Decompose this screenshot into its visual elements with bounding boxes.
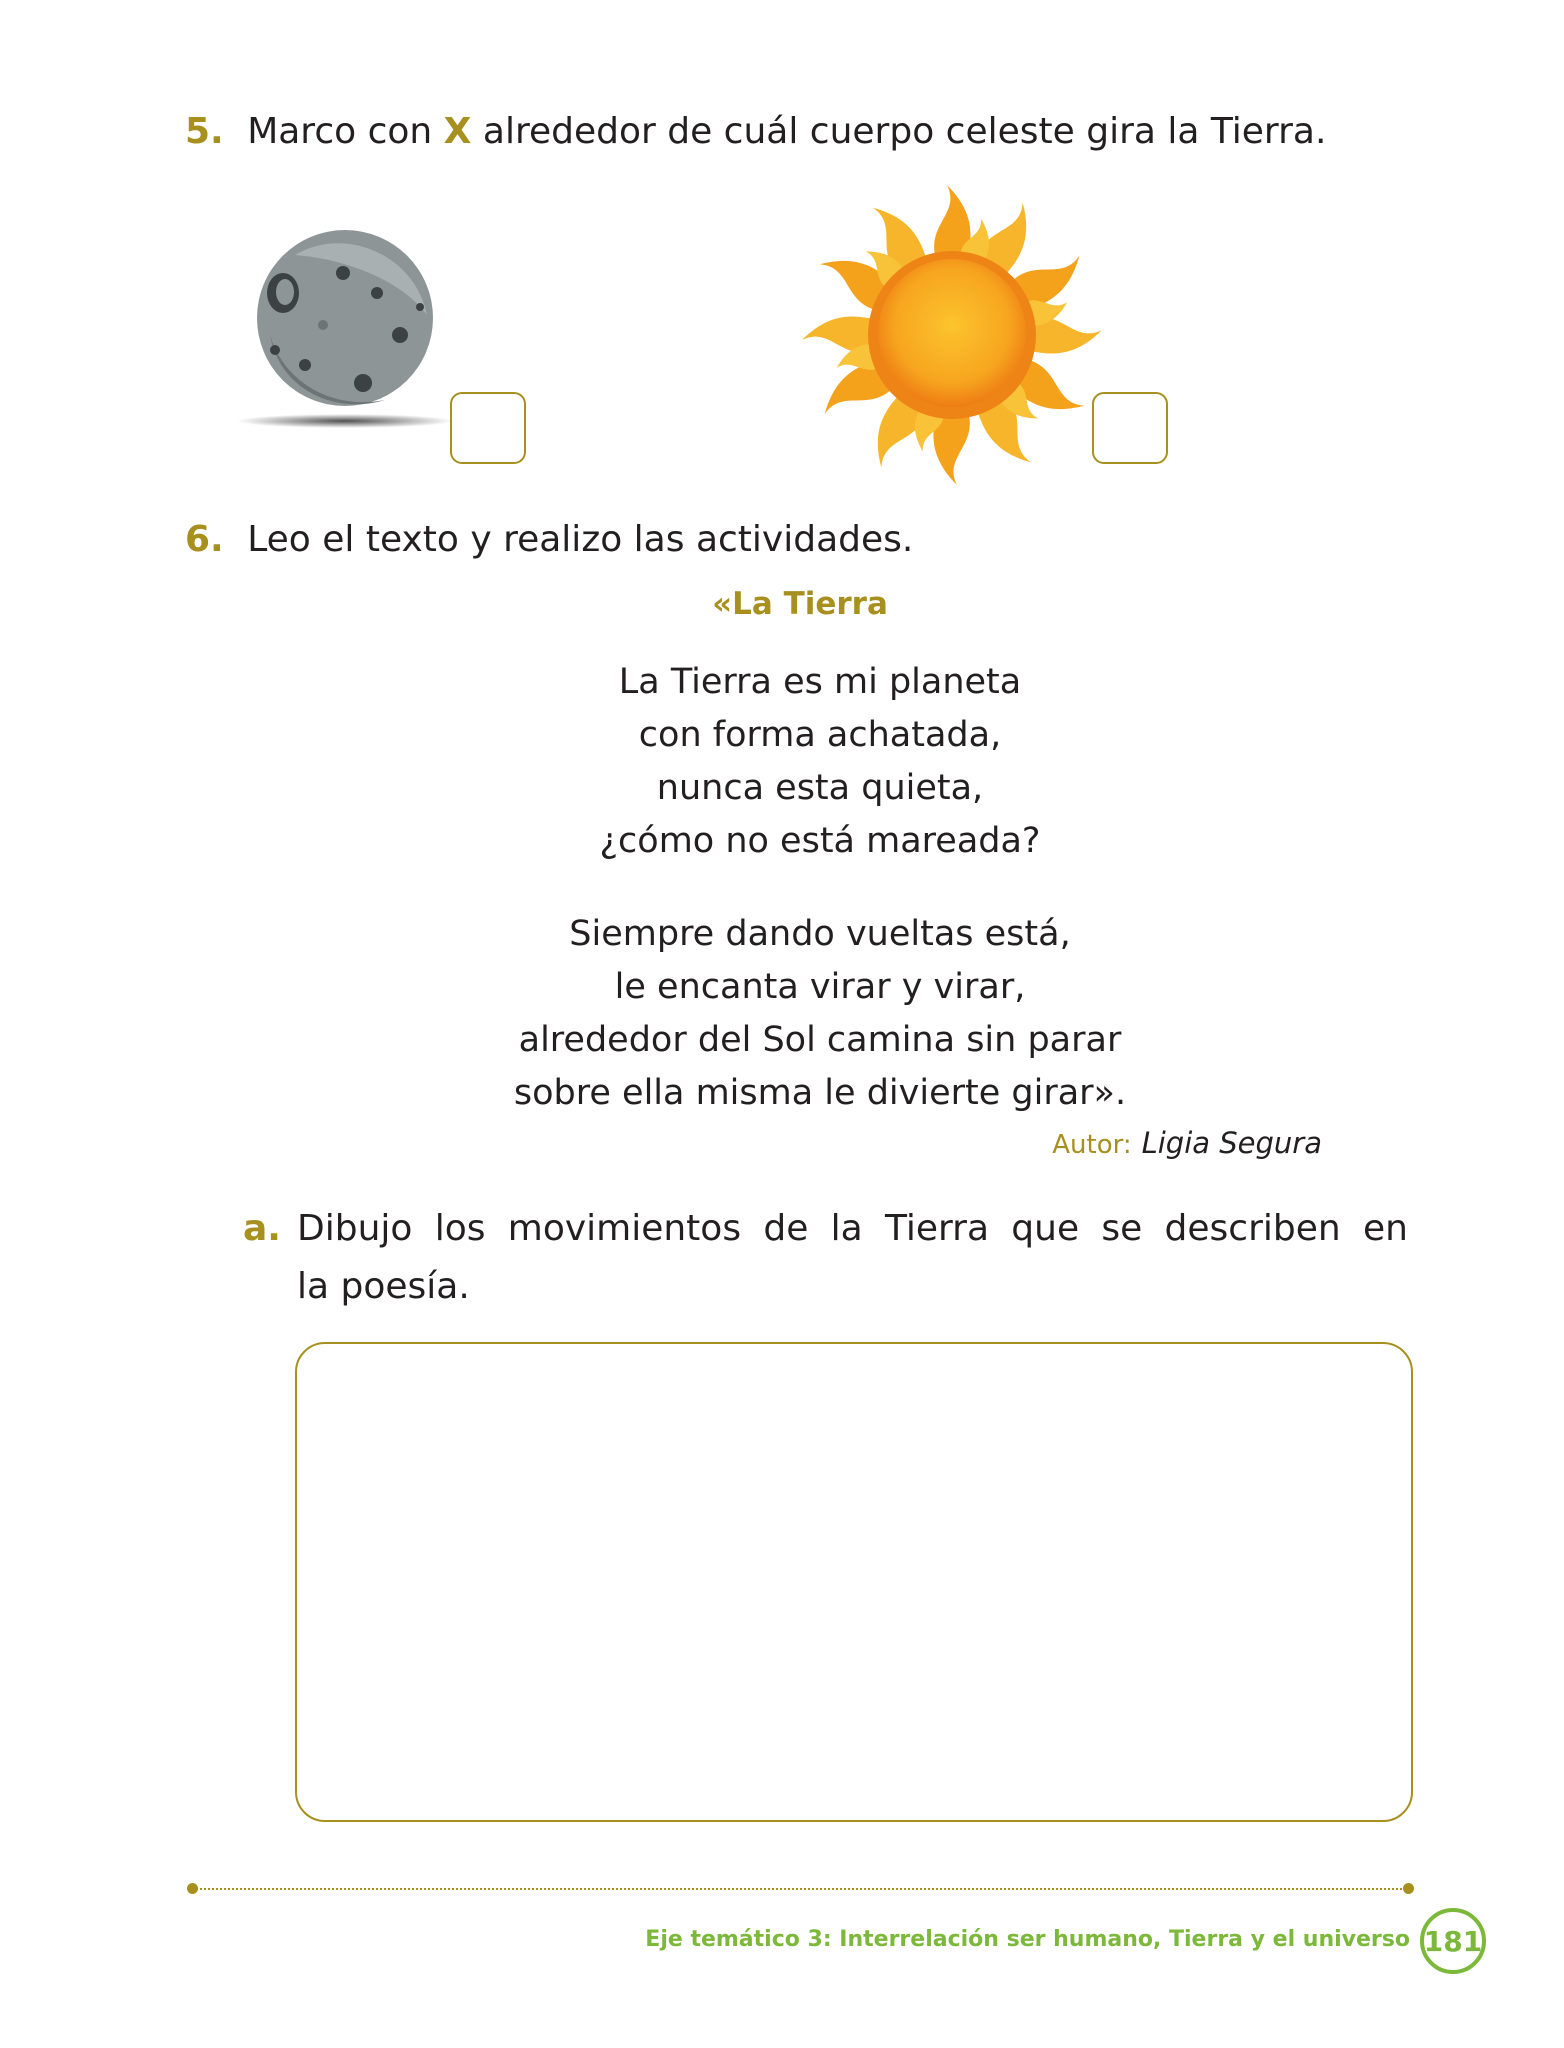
question-text: Leo el texto y realizo las actividades. bbox=[247, 519, 914, 560]
poem-line: Siempre dando vueltas está, bbox=[569, 914, 1071, 954]
poem-stanza-1 bbox=[320, 656, 1320, 868]
drawing-area[interactable] bbox=[295, 1342, 1413, 1822]
poem-title: «La Tierra bbox=[712, 586, 888, 622]
word: movimientos bbox=[507, 1208, 742, 1249]
poem-line: sobre ella misma le divierte girar». bbox=[513, 1073, 1127, 1113]
sun-icon bbox=[795, 180, 1110, 490]
item-text-line-1 bbox=[297, 1200, 1408, 1258]
word: que bbox=[1011, 1208, 1080, 1249]
question-number: 6. bbox=[185, 519, 224, 560]
word: describen bbox=[1164, 1208, 1341, 1249]
mark-x: X bbox=[443, 111, 472, 152]
footer-topic: Eje temático 3: Interrelación ser humano, Tierra y el universo bbox=[645, 1927, 1410, 1952]
author-name: Ligia Segura bbox=[1141, 1126, 1322, 1160]
question-text-start: Marco con bbox=[247, 111, 433, 152]
word: se bbox=[1101, 1208, 1143, 1249]
poem-line: alrededor del Sol camina sin parar bbox=[518, 1020, 1122, 1060]
question-text-end: alrededor de cuál cuerpo celeste gira la Tierra. bbox=[482, 111, 1327, 152]
footer-divider bbox=[196, 1888, 1406, 1890]
poem-line: nunca esta quieta, bbox=[656, 768, 984, 808]
moon-icon bbox=[235, 215, 450, 435]
item-letter: a. bbox=[243, 1208, 281, 1249]
poem-line: le encanta virar y virar, bbox=[614, 967, 1026, 1007]
word: Dibujo bbox=[297, 1208, 413, 1249]
author-label: Autor: bbox=[1052, 1130, 1132, 1160]
word: en bbox=[1362, 1208, 1408, 1249]
moon-checkbox[interactable] bbox=[450, 392, 526, 464]
item-a bbox=[243, 1200, 1408, 1316]
word: Tierra bbox=[884, 1208, 990, 1249]
word: los bbox=[434, 1208, 486, 1249]
poem-author bbox=[1052, 1126, 1322, 1160]
sun-checkbox[interactable] bbox=[1092, 392, 1168, 464]
item-text-line-2: la poesía. bbox=[297, 1266, 470, 1307]
poem-stanza-2 bbox=[320, 908, 1320, 1120]
word: de bbox=[763, 1208, 809, 1249]
page-number: 181 bbox=[1420, 1908, 1486, 1974]
footer-line-dot-right bbox=[1403, 1883, 1414, 1894]
poem-line: La Tierra es mi planeta bbox=[618, 662, 1022, 702]
poem-line: con forma achatada, bbox=[638, 715, 1002, 755]
question-number: 5. bbox=[185, 111, 224, 152]
word: la bbox=[830, 1208, 863, 1249]
question-6 bbox=[185, 518, 913, 562]
poem-line: ¿cómo no está mareada? bbox=[599, 821, 1041, 861]
question-5 bbox=[185, 110, 1326, 154]
